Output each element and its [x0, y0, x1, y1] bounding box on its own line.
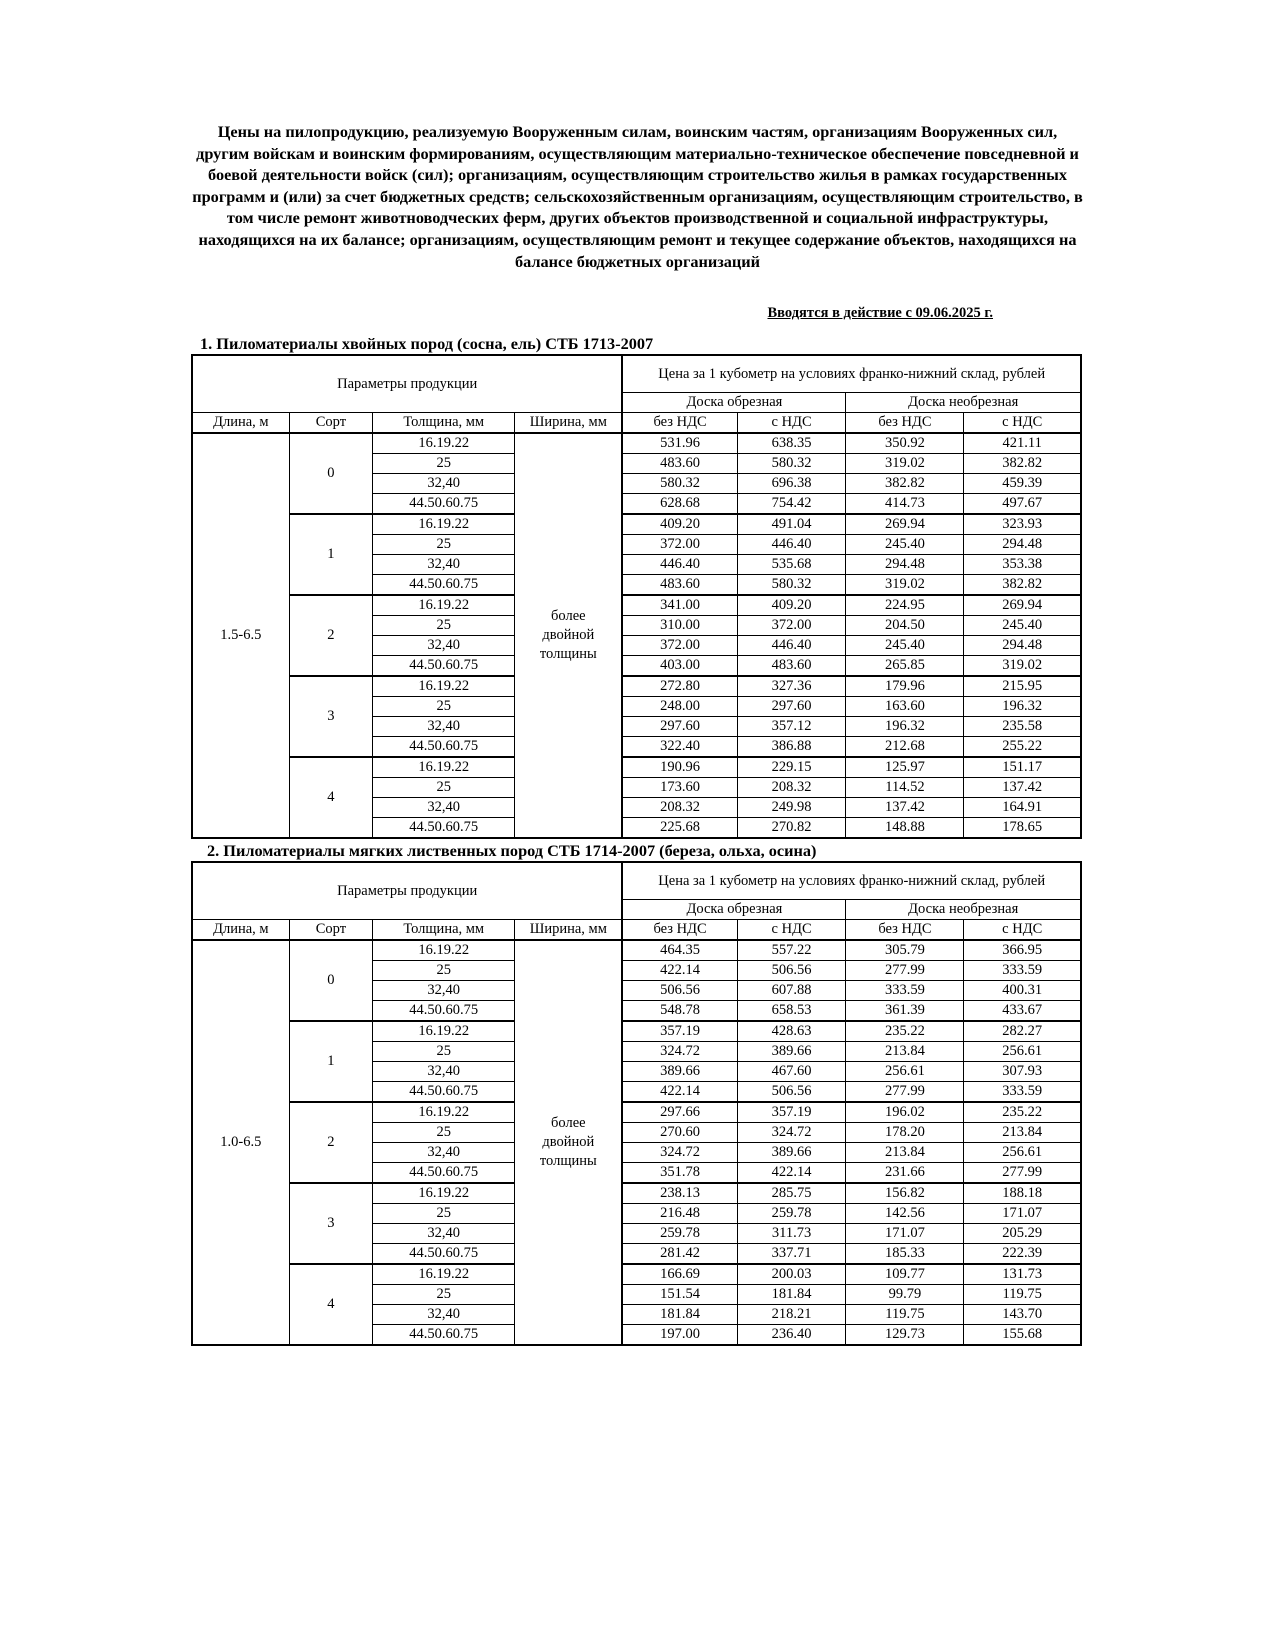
unedged-with-vat-cell: 143.70	[964, 1305, 1081, 1325]
unedged-no-vat-cell: 142.56	[846, 1204, 964, 1224]
edged-no-vat-cell: 351.78	[622, 1163, 737, 1184]
edged-with-vat-cell: 557.22	[737, 940, 846, 961]
unedged-no-vat-cell: 382.82	[846, 474, 964, 494]
unedged-no-vat-cell: 269.94	[846, 514, 964, 535]
edged-no-vat-cell: 208.32	[622, 798, 737, 818]
thickness-cell: 25	[373, 1285, 515, 1305]
grade-cell: 0	[289, 433, 373, 514]
unedged-no-vat-cell: 256.61	[846, 1062, 964, 1082]
thickness-cell: 32,40	[373, 474, 515, 494]
unedged-no-vat-cell: 245.40	[846, 535, 964, 555]
unedged-no-vat-cell: 119.75	[846, 1305, 964, 1325]
thickness-cell: 25	[373, 778, 515, 798]
unedged-no-vat-header: без НДС	[846, 920, 964, 941]
edged-no-vat-cell: 389.66	[622, 1062, 737, 1082]
edged-no-vat-cell: 281.42	[622, 1244, 737, 1265]
unedged-no-vat-cell: 196.02	[846, 1102, 964, 1123]
edged-no-vat-cell: 324.72	[622, 1143, 737, 1163]
edged-with-vat-cell: 658.53	[737, 1001, 846, 1022]
grade-header: Сорт	[289, 413, 373, 434]
unedged-no-vat-cell: 333.59	[846, 981, 964, 1001]
edged-with-vat-header: с НДС	[737, 413, 846, 434]
edged-with-vat-cell: 357.19	[737, 1102, 846, 1123]
unedged-with-vat-cell: 400.31	[964, 981, 1081, 1001]
edged-with-vat-cell: 446.40	[737, 535, 846, 555]
unedged-no-vat-cell: 213.84	[846, 1143, 964, 1163]
edged-header: Доска обрезная	[622, 900, 846, 920]
unedged-with-vat-cell: 421.11	[964, 433, 1081, 454]
unedged-with-vat-cell: 497.67	[964, 494, 1081, 515]
unedged-no-vat-cell: 361.39	[846, 1001, 964, 1022]
table-row	[192, 1021, 1081, 1042]
unedged-with-vat-cell: 282.27	[964, 1021, 1081, 1042]
unedged-no-vat-cell: 163.60	[846, 697, 964, 717]
unedged-no-vat-header: без НДС	[846, 413, 964, 434]
thickness-cell: 32,40	[373, 981, 515, 1001]
table-row	[192, 595, 1081, 616]
thickness-cell: 16.19.22	[373, 1264, 515, 1285]
unedged-with-vat-header: с НДС	[964, 920, 1081, 941]
unedged-with-vat-cell: 353.38	[964, 555, 1081, 575]
edged-no-vat-cell: 628.68	[622, 494, 737, 515]
unedged-with-vat-cell: 245.40	[964, 616, 1081, 636]
edged-no-vat-cell: 483.60	[622, 454, 737, 474]
unedged-header: Доска необрезная	[846, 900, 1081, 920]
edged-no-vat-cell: 324.72	[622, 1042, 737, 1062]
thickness-cell: 25	[373, 616, 515, 636]
edged-with-vat-cell: 428.63	[737, 1021, 846, 1042]
width-header: Ширина, мм	[515, 413, 623, 434]
edged-with-vat-cell: 409.20	[737, 595, 846, 616]
thickness-cell: 44.50.60.75	[373, 737, 515, 758]
edged-no-vat-header: без НДС	[622, 413, 737, 434]
edged-no-vat-cell: 531.96	[622, 433, 737, 454]
unedged-with-vat-cell: 188.18	[964, 1183, 1081, 1204]
unedged-with-vat-cell: 196.32	[964, 697, 1081, 717]
unedged-with-vat-cell: 137.42	[964, 778, 1081, 798]
edged-with-vat-cell: 249.98	[737, 798, 846, 818]
unedged-with-vat-cell: 235.58	[964, 717, 1081, 737]
unedged-no-vat-cell: 294.48	[846, 555, 964, 575]
thickness-cell: 25	[373, 535, 515, 555]
grade-cell: 3	[289, 1183, 373, 1264]
width-header: Ширина, мм	[515, 920, 623, 941]
thickness-cell: 44.50.60.75	[373, 575, 515, 596]
edged-no-vat-cell: 151.54	[622, 1285, 737, 1305]
unedged-with-vat-cell: 255.22	[964, 737, 1081, 758]
edged-with-vat-cell: 446.40	[737, 636, 846, 656]
edged-with-vat-cell: 285.75	[737, 1183, 846, 1204]
edged-with-vat-cell: 638.35	[737, 433, 846, 454]
thickness-cell: 32,40	[373, 1224, 515, 1244]
unedged-with-vat-cell: 333.59	[964, 961, 1081, 981]
edged-with-vat-cell: 311.73	[737, 1224, 846, 1244]
unedged-with-vat-cell: 256.61	[964, 1042, 1081, 1062]
thickness-cell: 32,40	[373, 636, 515, 656]
edged-with-vat-cell: 218.21	[737, 1305, 846, 1325]
table-row	[192, 433, 1081, 454]
edged-no-vat-cell: 372.00	[622, 636, 737, 656]
unedged-no-vat-cell: 148.88	[846, 818, 964, 839]
unedged-with-vat-cell: 235.22	[964, 1102, 1081, 1123]
price-header: Цена за 1 кубометр на условиях франко-нижний склад, рублей	[622, 862, 1081, 900]
unedged-with-vat-cell: 333.59	[964, 1082, 1081, 1103]
edged-with-vat-cell: 483.60	[737, 656, 846, 677]
edged-with-vat-cell: 386.88	[737, 737, 846, 758]
unedged-with-vat-header: с НДС	[964, 413, 1081, 434]
unedged-with-vat-cell: 256.61	[964, 1143, 1081, 1163]
table-row	[192, 757, 1081, 778]
grade-cell: 1	[289, 1021, 373, 1102]
table-row	[192, 1264, 1081, 1285]
unedged-no-vat-cell: 245.40	[846, 636, 964, 656]
effective-date: Вводятся в действие с 09.06.2025 г.	[767, 305, 993, 321]
edged-no-vat-cell: 272.80	[622, 676, 737, 697]
thickness-cell: 32,40	[373, 1062, 515, 1082]
unedged-with-vat-cell: 164.91	[964, 798, 1081, 818]
thickness-cell: 16.19.22	[373, 514, 515, 535]
edged-no-vat-cell: 197.00	[622, 1325, 737, 1346]
edged-with-vat-cell: 229.15	[737, 757, 846, 778]
edged-with-vat-cell: 580.32	[737, 454, 846, 474]
thickness-cell: 32,40	[373, 798, 515, 818]
unedged-no-vat-cell: 125.97	[846, 757, 964, 778]
edged-no-vat-cell: 248.00	[622, 697, 737, 717]
edged-with-vat-cell: 337.71	[737, 1244, 846, 1265]
length-cell: 1.5-6.5	[192, 433, 289, 838]
unedged-with-vat-cell: 307.93	[964, 1062, 1081, 1082]
unedged-with-vat-cell: 215.95	[964, 676, 1081, 697]
thickness-cell: 25	[373, 961, 515, 981]
edged-with-vat-cell: 389.66	[737, 1042, 846, 1062]
edged-no-vat-cell: 548.78	[622, 1001, 737, 1022]
unedged-no-vat-cell: 204.50	[846, 616, 964, 636]
edged-with-vat-cell: 754.42	[737, 494, 846, 515]
edged-with-vat-header: с НДС	[737, 920, 846, 941]
edged-with-vat-cell: 491.04	[737, 514, 846, 535]
unedged-no-vat-cell: 185.33	[846, 1244, 964, 1265]
edged-with-vat-cell: 389.66	[737, 1143, 846, 1163]
width-cell: более двойной толщины	[515, 433, 623, 838]
unedged-with-vat-cell: 155.68	[964, 1325, 1081, 1346]
edged-with-vat-cell: 327.36	[737, 676, 846, 697]
grade-header: Сорт	[289, 920, 373, 941]
edged-with-vat-cell: 236.40	[737, 1325, 846, 1346]
edged-with-vat-cell: 357.12	[737, 717, 846, 737]
unedged-no-vat-cell: 179.96	[846, 676, 964, 697]
unedged-no-vat-cell: 137.42	[846, 798, 964, 818]
unedged-no-vat-cell: 99.79	[846, 1285, 964, 1305]
unedged-with-vat-cell: 213.84	[964, 1123, 1081, 1143]
edged-no-vat-cell: 372.00	[622, 535, 737, 555]
edged-with-vat-cell: 696.38	[737, 474, 846, 494]
unedged-with-vat-cell: 131.73	[964, 1264, 1081, 1285]
unedged-with-vat-cell: 382.82	[964, 575, 1081, 596]
unedged-no-vat-cell: 224.95	[846, 595, 964, 616]
thickness-cell: 16.19.22	[373, 940, 515, 961]
edged-with-vat-cell: 181.84	[737, 1285, 846, 1305]
section-1-title: 1. Пиломатериалы хвойных пород (сосна, ель) СТБ 1713-2007	[200, 334, 654, 353]
unedged-with-vat-cell: 119.75	[964, 1285, 1081, 1305]
edged-with-vat-cell: 208.32	[737, 778, 846, 798]
params-header: Параметры продукции	[192, 355, 622, 413]
edged-no-vat-cell: 270.60	[622, 1123, 737, 1143]
edged-no-vat-cell: 422.14	[622, 961, 737, 981]
table-row	[192, 676, 1081, 697]
thickness-cell: 25	[373, 1204, 515, 1224]
edged-no-vat-cell: 322.40	[622, 737, 737, 758]
edged-no-vat-cell: 409.20	[622, 514, 737, 535]
thickness-cell: 25	[373, 697, 515, 717]
edged-no-vat-cell: 297.60	[622, 717, 737, 737]
header-row	[192, 862, 1081, 900]
unedged-no-vat-cell: 178.20	[846, 1123, 964, 1143]
thickness-cell: 16.19.22	[373, 757, 515, 778]
edged-with-vat-cell: 580.32	[737, 575, 846, 596]
thickness-cell: 32,40	[373, 1143, 515, 1163]
unedged-with-vat-cell: 151.17	[964, 757, 1081, 778]
edged-with-vat-cell: 297.60	[737, 697, 846, 717]
edged-no-vat-cell: 216.48	[622, 1204, 737, 1224]
unedged-no-vat-cell: 265.85	[846, 656, 964, 677]
thickness-cell: 44.50.60.75	[373, 494, 515, 515]
unedged-no-vat-cell: 319.02	[846, 575, 964, 596]
unedged-no-vat-cell: 196.32	[846, 717, 964, 737]
unedged-no-vat-cell: 350.92	[846, 433, 964, 454]
unedged-with-vat-cell: 171.07	[964, 1204, 1081, 1224]
table-row	[192, 1183, 1081, 1204]
unedged-no-vat-cell: 231.66	[846, 1163, 964, 1184]
edged-no-vat-cell: 580.32	[622, 474, 737, 494]
length-header: Длина, м	[192, 920, 289, 941]
unedged-no-vat-cell: 129.73	[846, 1325, 964, 1346]
grade-cell: 2	[289, 595, 373, 676]
table-row	[192, 1102, 1081, 1123]
thickness-cell: 44.50.60.75	[373, 1244, 515, 1265]
edged-no-vat-cell: 238.13	[622, 1183, 737, 1204]
edged-with-vat-cell: 259.78	[737, 1204, 846, 1224]
unedged-with-vat-cell: 323.93	[964, 514, 1081, 535]
unedged-with-vat-cell: 269.94	[964, 595, 1081, 616]
thickness-cell: 16.19.22	[373, 1183, 515, 1204]
unedged-no-vat-cell: 235.22	[846, 1021, 964, 1042]
header-row	[192, 355, 1081, 393]
thickness-cell: 32,40	[373, 717, 515, 737]
edged-no-vat-cell: 190.96	[622, 757, 737, 778]
unedged-with-vat-cell: 366.95	[964, 940, 1081, 961]
edged-no-vat-cell: 506.56	[622, 981, 737, 1001]
unedged-with-vat-cell: 294.48	[964, 636, 1081, 656]
edged-no-vat-cell: 297.66	[622, 1102, 737, 1123]
thickness-cell: 44.50.60.75	[373, 1163, 515, 1184]
unedged-no-vat-cell: 114.52	[846, 778, 964, 798]
thickness-cell: 16.19.22	[373, 1102, 515, 1123]
edged-no-vat-cell: 403.00	[622, 656, 737, 677]
edged-no-vat-cell: 310.00	[622, 616, 737, 636]
grade-cell: 4	[289, 1264, 373, 1345]
edged-no-vat-cell: 446.40	[622, 555, 737, 575]
unedged-no-vat-cell: 156.82	[846, 1183, 964, 1204]
edged-with-vat-cell: 324.72	[737, 1123, 846, 1143]
edged-no-vat-cell: 166.69	[622, 1264, 737, 1285]
header-row	[192, 413, 1081, 434]
params-header: Параметры продукции	[192, 862, 622, 920]
unedged-no-vat-cell: 305.79	[846, 940, 964, 961]
grade-cell: 1	[289, 514, 373, 595]
unedged-no-vat-cell: 109.77	[846, 1264, 964, 1285]
edged-with-vat-cell: 506.56	[737, 1082, 846, 1103]
unedged-with-vat-cell: 178.65	[964, 818, 1081, 839]
unedged-with-vat-cell: 294.48	[964, 535, 1081, 555]
edged-no-vat-cell: 181.84	[622, 1305, 737, 1325]
thickness-cell: 44.50.60.75	[373, 1082, 515, 1103]
edged-no-vat-cell: 464.35	[622, 940, 737, 961]
thickness-cell: 32,40	[373, 555, 515, 575]
unedged-no-vat-cell: 277.99	[846, 1082, 964, 1103]
unedged-no-vat-cell: 319.02	[846, 454, 964, 474]
grade-cell: 2	[289, 1102, 373, 1183]
edged-with-vat-cell: 535.68	[737, 555, 846, 575]
unedged-no-vat-cell: 171.07	[846, 1224, 964, 1244]
edged-no-vat-cell: 357.19	[622, 1021, 737, 1042]
section-2-title: 2. Пиломатериалы мягких лиственных пород СТБ 1714-2007 (береза, ольха, осина)	[207, 841, 817, 860]
thickness-cell: 16.19.22	[373, 1021, 515, 1042]
document-title: Цены на пилопродукцию, реализуемую Вооруженным силам, воинским частям, организациям Вооруженных сил, другим войскам и воинским формированиям, осуществляющим материально-техническое обеспечение повседневной и боевой деятельности войск (сил); организациям, осуществляющим строительство жилья в рамках государственных программ и (или) за счет бюджетных средств; сельскохозяйственным организациям, осуществляющим строительство, в том числе ремонт животноводческих ферм, других объектов производственной и социальной инфраструктуры, находящихся на их балансе; организациям, осуществляющим ремонт и текущее содержание объектов, находящихся на балансе бюджетных организаций	[192, 122, 1083, 271]
thickness-cell: 25	[373, 1042, 515, 1062]
edged-header: Доска обрезная	[622, 393, 846, 413]
width-cell: более двойной толщины	[515, 940, 623, 1345]
unedged-no-vat-cell: 277.99	[846, 961, 964, 981]
edged-with-vat-cell: 422.14	[737, 1163, 846, 1184]
edged-with-vat-cell: 506.56	[737, 961, 846, 981]
unedged-with-vat-cell: 433.67	[964, 1001, 1081, 1022]
edged-no-vat-header: без НДС	[622, 920, 737, 941]
edged-with-vat-cell: 467.60	[737, 1062, 846, 1082]
unedged-with-vat-cell: 382.82	[964, 454, 1081, 474]
price-header: Цена за 1 кубометр на условиях франко-нижний склад, рублей	[622, 355, 1081, 393]
thickness-cell: 16.19.22	[373, 595, 515, 616]
thickness-cell: 44.50.60.75	[373, 1325, 515, 1346]
thickness-cell: 44.50.60.75	[373, 656, 515, 677]
edged-no-vat-cell: 422.14	[622, 1082, 737, 1103]
length-header: Длина, м	[192, 413, 289, 434]
edged-with-vat-cell: 607.88	[737, 981, 846, 1001]
grade-cell: 3	[289, 676, 373, 757]
unedged-with-vat-cell: 205.29	[964, 1224, 1081, 1244]
thickness-cell: 25	[373, 1123, 515, 1143]
thickness-header: Толщина, мм	[373, 413, 515, 434]
unedged-header: Доска необрезная	[846, 393, 1081, 413]
unedged-with-vat-cell: 319.02	[964, 656, 1081, 677]
price-table-hardwood	[191, 861, 1082, 1346]
thickness-cell: 16.19.22	[373, 433, 515, 454]
thickness-cell: 44.50.60.75	[373, 1001, 515, 1022]
thickness-header: Толщина, мм	[373, 920, 515, 941]
unedged-no-vat-cell: 212.68	[846, 737, 964, 758]
unedged-with-vat-cell: 277.99	[964, 1163, 1081, 1184]
edged-no-vat-cell: 341.00	[622, 595, 737, 616]
edged-with-vat-cell: 372.00	[737, 616, 846, 636]
unedged-no-vat-cell: 414.73	[846, 494, 964, 515]
edged-with-vat-cell: 200.03	[737, 1264, 846, 1285]
thickness-cell: 32,40	[373, 1305, 515, 1325]
unedged-no-vat-cell: 213.84	[846, 1042, 964, 1062]
unedged-with-vat-cell: 222.39	[964, 1244, 1081, 1265]
unedged-with-vat-cell: 459.39	[964, 474, 1081, 494]
price-table-softwood	[191, 354, 1082, 839]
length-cell: 1.0-6.5	[192, 940, 289, 1345]
edged-no-vat-cell: 259.78	[622, 1224, 737, 1244]
edged-no-vat-cell: 483.60	[622, 575, 737, 596]
header-row	[192, 920, 1081, 941]
thickness-cell: 16.19.22	[373, 676, 515, 697]
table-row	[192, 514, 1081, 535]
grade-cell: 0	[289, 940, 373, 1021]
thickness-cell: 44.50.60.75	[373, 818, 515, 839]
edged-no-vat-cell: 225.68	[622, 818, 737, 839]
table-row	[192, 940, 1081, 961]
grade-cell: 4	[289, 757, 373, 838]
thickness-cell: 25	[373, 454, 515, 474]
edged-with-vat-cell: 270.82	[737, 818, 846, 839]
edged-no-vat-cell: 173.60	[622, 778, 737, 798]
